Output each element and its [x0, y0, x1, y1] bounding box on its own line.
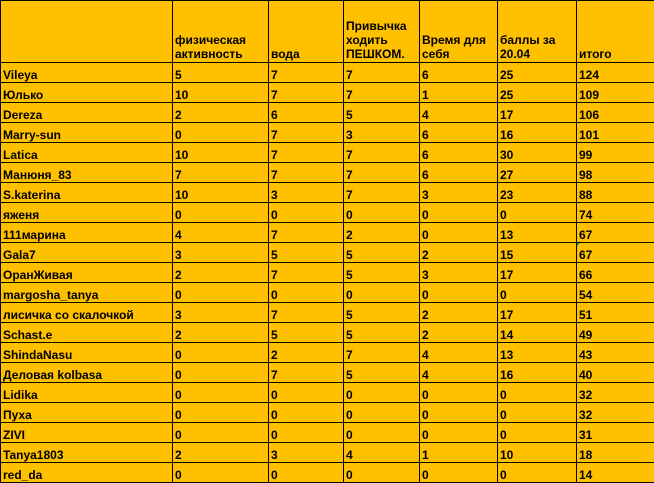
cell-name[interactable]: ОранЖивая [1, 263, 173, 283]
cell-total[interactable]: 54 [577, 283, 654, 303]
cell-water[interactable]: 5 [269, 323, 344, 343]
cell-water[interactable]: 7 [269, 123, 344, 143]
cell-walking[interactable]: 5 [344, 103, 420, 123]
cell-me-time[interactable]: 6 [420, 143, 498, 163]
cell-me-time[interactable]: 0 [420, 423, 498, 443]
cell-walking[interactable]: 0 [344, 283, 420, 303]
cell-points[interactable]: 10 [498, 443, 577, 463]
cell-me-time[interactable]: 6 [420, 123, 498, 143]
cell-activity[interactable]: 4 [173, 223, 269, 243]
table-row [1, 263, 654, 283]
cell-name[interactable]: Пуха [1, 403, 173, 423]
cell-total[interactable]: 98 [577, 163, 654, 183]
cell-activity[interactable]: 2 [173, 263, 269, 283]
cell-me-time[interactable]: 0 [420, 203, 498, 223]
table-row [1, 103, 654, 123]
cell-water[interactable]: 7 [269, 303, 344, 323]
cell-activity[interactable]: 10 [173, 183, 269, 203]
cell-name[interactable]: Tanya1803 [1, 443, 173, 463]
cell-walking[interactable]: 5 [344, 243, 420, 263]
table-row [1, 183, 654, 203]
cell-name[interactable]: 111марина [1, 223, 173, 243]
table-row [1, 443, 654, 463]
cell-activity[interactable]: 0 [173, 383, 269, 403]
table-row [1, 63, 654, 83]
cell-walking[interactable]: 7 [344, 343, 420, 363]
cell-name[interactable]: Schast.e [1, 323, 173, 343]
cell-points[interactable]: 17 [498, 303, 577, 323]
table-row [1, 383, 654, 403]
cell-total[interactable]: 88 [577, 183, 654, 203]
cell-walking[interactable]: 7 [344, 83, 420, 103]
cell-water[interactable]: 0 [269, 403, 344, 423]
cell-water[interactable]: 0 [269, 463, 344, 483]
cell-water[interactable]: 0 [269, 283, 344, 303]
cell-water[interactable]: 0 [269, 423, 344, 443]
cell-me-time[interactable]: 0 [420, 403, 498, 423]
cell-activity[interactable]: 0 [173, 363, 269, 383]
cell-water[interactable]: 0 [269, 203, 344, 223]
cell-activity[interactable]: 2 [173, 103, 269, 123]
cell-water[interactable]: 6 [269, 103, 344, 123]
cell-me-time[interactable]: 0 [420, 383, 498, 403]
cell-activity[interactable]: 2 [173, 323, 269, 343]
cell-total[interactable]: 49 [577, 323, 654, 343]
header-cell-points[interactable]: баллы за 20.04 [498, 1, 577, 63]
cell-walking[interactable]: 0 [344, 463, 420, 483]
cell-points[interactable]: 13 [498, 223, 577, 243]
cell-total[interactable]: 101 [577, 123, 654, 143]
cell-name[interactable]: Юлько [1, 83, 173, 103]
cell-name[interactable]: Lidika [1, 383, 173, 403]
cell-name[interactable]: Vileya [1, 63, 173, 83]
table-row [1, 83, 654, 103]
cell-activity[interactable]: 5 [173, 63, 269, 83]
cell-walking[interactable]: 2 [344, 223, 420, 243]
cell-activity[interactable]: 0 [173, 283, 269, 303]
cell-walking[interactable]: 5 [344, 303, 420, 323]
cell-points[interactable]: 23 [498, 183, 577, 203]
cell-total[interactable]: 40 [577, 363, 654, 383]
table-row [1, 303, 654, 323]
cell-activity[interactable]: 0 [173, 403, 269, 423]
cell-walking[interactable]: 5 [344, 323, 420, 343]
cell-activity[interactable]: 0 [173, 463, 269, 483]
cell-activity[interactable]: 10 [173, 143, 269, 163]
cell-points[interactable]: 15 [498, 243, 577, 263]
cell-water[interactable]: 7 [269, 63, 344, 83]
table-row [1, 243, 654, 263]
cell-activity[interactable]: 10 [173, 83, 269, 103]
cell-activity[interactable]: 3 [173, 303, 269, 323]
cell-points[interactable]: 0 [498, 203, 577, 223]
cell-total[interactable]: 31 [577, 423, 654, 443]
cell-activity[interactable]: 3 [173, 243, 269, 263]
cell-points[interactable]: 25 [498, 63, 577, 83]
cell-walking[interactable]: 0 [344, 203, 420, 223]
cell-water[interactable]: 7 [269, 143, 344, 163]
cell-activity[interactable]: 0 [173, 343, 269, 363]
cell-activity[interactable]: 2 [173, 443, 269, 463]
cell-activity[interactable]: 0 [173, 123, 269, 143]
header-cell-water[interactable]: вода [269, 1, 344, 63]
cell-walking[interactable]: 0 [344, 423, 420, 443]
cell-total[interactable]: 32 [577, 403, 654, 423]
cell-total[interactable]: 99 [577, 143, 654, 163]
cell-me-time[interactable]: 3 [420, 183, 498, 203]
cell-name[interactable]: Latica [1, 143, 173, 163]
cell-total[interactable]: 51 [577, 303, 654, 323]
cell-points[interactable]: 27 [498, 163, 577, 183]
cell-name[interactable]: ZIVI [1, 423, 173, 443]
table-row [1, 463, 654, 483]
table-row [1, 423, 654, 443]
cell-name[interactable]: Gala7 [1, 243, 173, 263]
table-row [1, 343, 654, 363]
cell-total[interactable]: 43 [577, 343, 654, 363]
cell-points[interactable]: 16 [498, 123, 577, 143]
cell-me-time[interactable]: 4 [420, 363, 498, 383]
cell-name[interactable]: Манюня_83 [1, 163, 173, 183]
cell-me-time[interactable]: 2 [420, 323, 498, 343]
cell-name[interactable]: ShindaNasu [1, 343, 173, 363]
cell-me-time[interactable]: 1 [420, 83, 498, 103]
cell-me-time[interactable]: 0 [420, 283, 498, 303]
table-row [1, 283, 654, 303]
cell-name[interactable]: S.katerina [1, 183, 173, 203]
table-row [1, 143, 654, 163]
cell-name[interactable]: Деловая kolbasa [1, 363, 173, 383]
cell-points[interactable]: 16 [498, 363, 577, 383]
header-cell-activity[interactable]: физическая активность [173, 1, 269, 63]
table-row [1, 223, 654, 243]
cell-points[interactable]: 0 [498, 283, 577, 303]
cell-walking[interactable]: 0 [344, 403, 420, 423]
cell-me-time[interactable]: 0 [420, 223, 498, 243]
cell-name[interactable]: margosha_tanya [1, 283, 173, 303]
cell-walking[interactable]: 3 [344, 123, 420, 143]
cell-total[interactable]: 18 [577, 443, 654, 463]
header-row [1, 1, 654, 63]
cell-walking[interactable]: 7 [344, 63, 420, 83]
cell-water[interactable]: 7 [269, 223, 344, 243]
cell-total[interactable]: 32 [577, 383, 654, 403]
cell-activity[interactable]: 7 [173, 163, 269, 183]
cell-total[interactable]: 124 [577, 63, 654, 83]
cell-walking[interactable]: 5 [344, 363, 420, 383]
cell-walking[interactable]: 4 [344, 443, 420, 463]
cell-me-time[interactable]: 1 [420, 443, 498, 463]
cell-walking[interactable]: 0 [344, 383, 420, 403]
cell-me-time[interactable]: 2 [420, 303, 498, 323]
cell-me-time[interactable]: 4 [420, 343, 498, 363]
cell-points[interactable]: 14 [498, 323, 577, 343]
table-row [1, 203, 654, 223]
cell-points[interactable]: 17 [498, 103, 577, 123]
cell-name[interactable]: Marry-sun [1, 123, 173, 143]
cell-name[interactable]: red_da [1, 463, 173, 483]
cell-total[interactable]: 109 [577, 83, 654, 103]
header-cell-total[interactable]: итого [577, 1, 654, 63]
cell-me-time[interactable]: 0 [420, 463, 498, 483]
cell-total[interactable]: 67 [577, 223, 654, 243]
cell-water[interactable]: 2 [269, 343, 344, 363]
cell-points[interactable]: 30 [498, 143, 577, 163]
cell-me-time[interactable]: 6 [420, 63, 498, 83]
cell-total[interactable]: 106 [577, 103, 654, 123]
cell-points[interactable]: 0 [498, 383, 577, 403]
cell-water[interactable]: 3 [269, 443, 344, 463]
cell-water[interactable]: 7 [269, 163, 344, 183]
header-cell-name[interactable] [1, 1, 173, 63]
table-row [1, 403, 654, 423]
table-row [1, 123, 654, 143]
cell-points[interactable]: 25 [498, 83, 577, 103]
cell-walking[interactable]: 7 [344, 163, 420, 183]
cell-name[interactable]: Dereza [1, 103, 173, 123]
cell-water[interactable]: 7 [269, 83, 344, 103]
table-row [1, 323, 654, 343]
cell-me-time[interactable]: 6 [420, 163, 498, 183]
cell-total[interactable]: 67 [577, 243, 654, 263]
cell-activity[interactable]: 0 [173, 423, 269, 443]
cell-total[interactable]: 66 [577, 263, 654, 283]
header-cell-me-time[interactable]: Время для себя [420, 1, 498, 63]
cell-water[interactable]: 7 [269, 263, 344, 283]
cell-walking[interactable]: 7 [344, 183, 420, 203]
cell-points[interactable]: 0 [498, 403, 577, 423]
cell-name[interactable]: яженя [1, 203, 173, 223]
cell-me-time[interactable]: 2 [420, 243, 498, 263]
cell-points[interactable]: 0 [498, 463, 577, 483]
cell-water[interactable]: 7 [269, 363, 344, 383]
cell-name[interactable]: лисичка со скалочкой [1, 303, 173, 323]
cell-water[interactable]: 5 [269, 243, 344, 263]
cell-walking[interactable]: 5 [344, 263, 420, 283]
cell-water[interactable]: 3 [269, 183, 344, 203]
cell-points[interactable]: 17 [498, 263, 577, 283]
cell-walking[interactable]: 7 [344, 143, 420, 163]
cell-water[interactable]: 0 [269, 383, 344, 403]
table-row [1, 363, 654, 383]
cell-activity[interactable]: 0 [173, 203, 269, 223]
cell-points[interactable]: 13 [498, 343, 577, 363]
cell-points[interactable]: 0 [498, 423, 577, 443]
cell-total[interactable]: 14 [577, 463, 654, 483]
header-cell-walking[interactable]: Привычка ходить ПЕШКОМ. [344, 1, 420, 63]
table-row [1, 163, 654, 183]
cell-total[interactable]: 74 [577, 203, 654, 223]
cell-me-time[interactable]: 4 [420, 103, 498, 123]
cell-me-time[interactable]: 3 [420, 263, 498, 283]
